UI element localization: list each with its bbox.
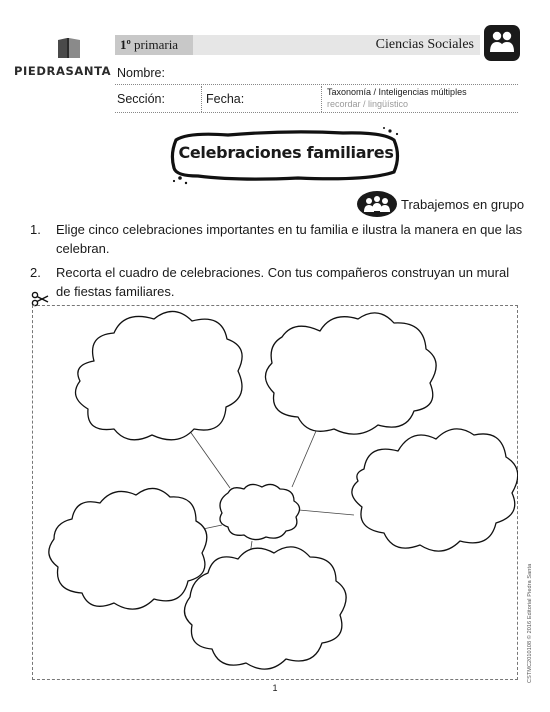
book-logo-icon	[56, 36, 82, 60]
group-work-icon	[356, 190, 398, 218]
instruction-item	[30, 263, 525, 301]
connector-line	[299, 510, 354, 515]
celebration-cloud-1[interactable]	[76, 311, 243, 439]
name-label: Nombre:	[117, 66, 165, 80]
name-line[interactable]	[115, 84, 518, 85]
grade-level: primaria	[134, 37, 179, 52]
instruction-item	[30, 220, 525, 258]
celebration-cloud-2[interactable]	[265, 313, 436, 434]
subject-title: Ciencias Sociales	[375, 37, 474, 52]
grade-number: 1º	[120, 37, 131, 52]
copyright-note: CSTMC2010108 © 2016 Editorial Piedra Santa	[527, 563, 533, 683]
center-cloud[interactable]	[220, 484, 300, 539]
celebration-cloud-5[interactable]	[184, 547, 346, 669]
divider	[321, 86, 322, 112]
celebration-cloud-3[interactable]	[352, 429, 518, 551]
grade-label	[115, 35, 193, 55]
section-label: Sección:	[117, 92, 165, 106]
activity-title: Celebraciones familiares	[178, 143, 394, 162]
group-of-people-icon	[484, 25, 520, 61]
instruction-text: Elige cinco celebraciones importantes en tu familia e ilustra la manera en que las celebran.	[56, 222, 523, 256]
page-number: 1	[272, 683, 278, 693]
section-date-line	[115, 112, 518, 113]
instruction-number: 2.	[30, 265, 41, 280]
taxonomy-title: Taxonomía / Inteligencias múltiples	[327, 87, 467, 97]
group-work-label: Trabajemos en grupo	[401, 197, 525, 212]
instructions-list	[30, 220, 525, 306]
header-bar	[115, 35, 480, 55]
publisher-name: PIEDRASANTA	[14, 64, 112, 78]
celebrations-cloud-diagram	[32, 305, 518, 680]
instruction-text: Recorta el cuadro de celebraciones. Con tus compañeros construyan un mural de fiestas familiares.	[56, 265, 510, 299]
divider	[201, 86, 202, 112]
instruction-number: 1.	[30, 222, 41, 237]
taxonomy-values: recordar / lingüístico	[327, 99, 409, 109]
date-label: Fecha:	[206, 92, 245, 106]
celebration-cloud-4[interactable]	[49, 488, 207, 609]
publisher-logo	[14, 34, 114, 84]
